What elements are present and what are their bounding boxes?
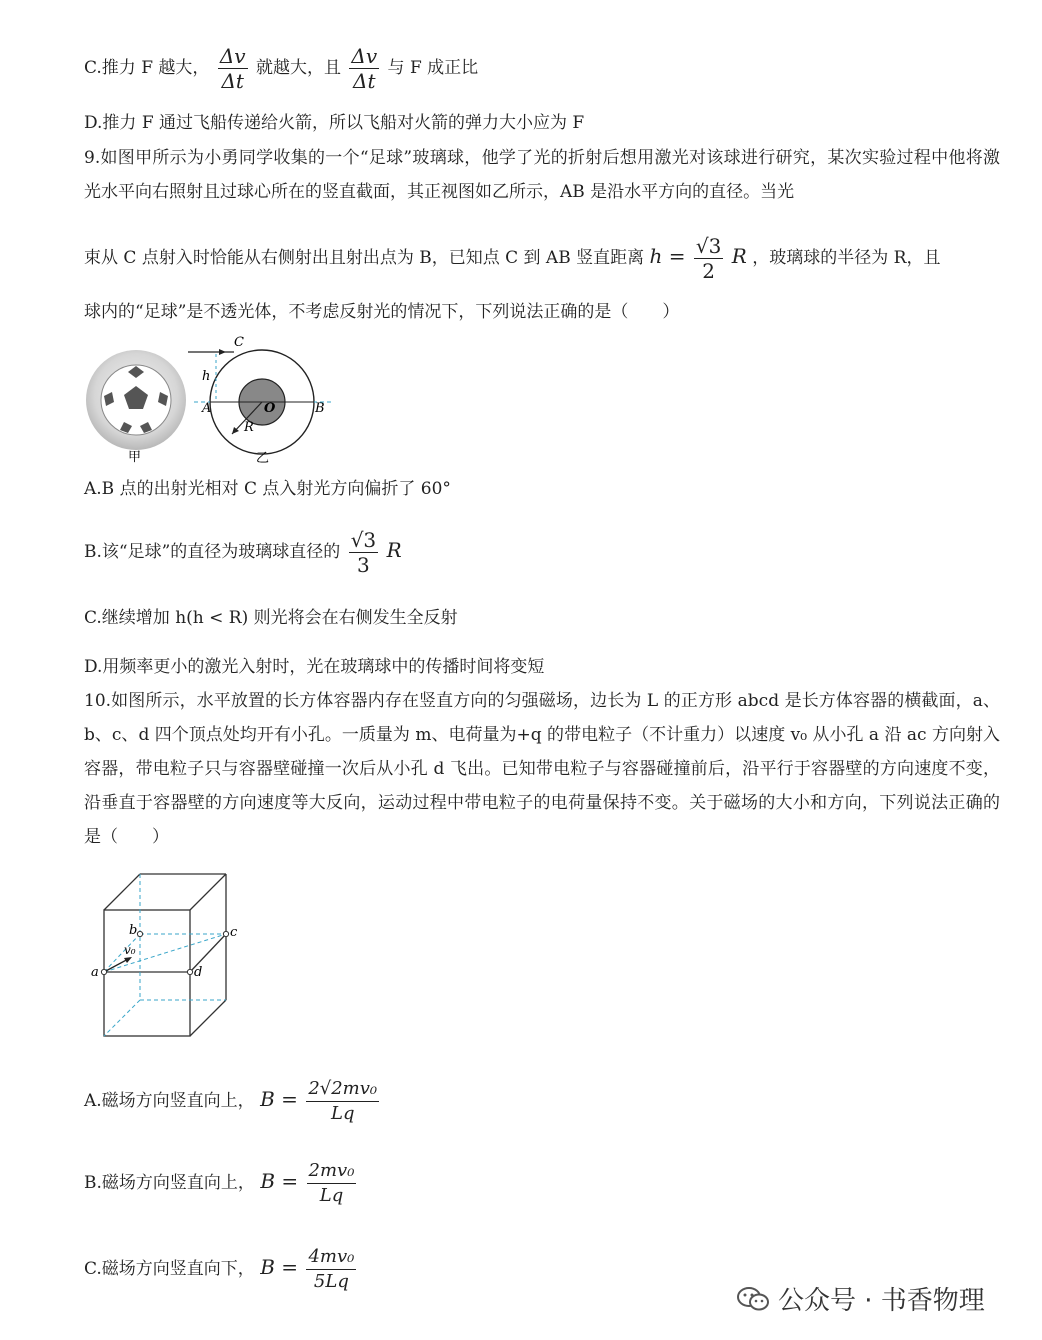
q9-figure (84, 334, 344, 466)
optb-tail: R (386, 538, 402, 562)
optb-fraction (349, 528, 378, 577)
fraction-dv-dt-2 (349, 44, 379, 93)
q9-stem2-a: 束从 C 点射入时恰能从右侧射出且射出点为 B，已知点 C 到 AB 竖直距离 (84, 248, 645, 268)
watermark (736, 1280, 985, 1317)
q9-option-d: D.用频率更小的激光入射时，光在玻璃球中的传播时间将变短 (84, 657, 545, 677)
q9-stem2-b: ，玻璃球的半径为 R，且 (752, 248, 941, 268)
opta-fraction (306, 1077, 379, 1126)
fraction-dv-dt (218, 44, 248, 93)
q10-option-b (84, 1152, 359, 1210)
label-b: B (315, 401, 325, 416)
q8-optc-suffix: 与 F 成正比 (387, 58, 479, 78)
b-lhs: B = (260, 1169, 299, 1193)
label-o: O (264, 401, 276, 416)
label-d: d (194, 965, 203, 980)
q8-optc-prefix: C.推力 F 越大， (84, 58, 210, 78)
frac-den: Lq (307, 1183, 357, 1208)
label-c: C (234, 335, 244, 350)
wechat-icon (736, 1285, 770, 1313)
label-a: A (202, 401, 212, 416)
q10-option-a (84, 1070, 382, 1128)
label-b: b (129, 923, 138, 938)
h-expr-lhs: h = (649, 244, 686, 268)
label-yi: 乙 (256, 451, 270, 466)
frac-den: 2 (694, 258, 723, 283)
box-hidden-edges (104, 874, 226, 1036)
frac-num: √3 (350, 528, 377, 552)
q10-option-c (84, 1238, 359, 1296)
q10-stem: 10.如图所示，水平放置的长方体容器内存在竖直方向的匀强磁场，边长为 L 的正方形 abcd 是长方体容器的横截面，a、b、c、d 四个顶点处均开有小孔。一质量为 m、电荷量为+q 的带电粒子（不计重力）以速度 v₀ 从小孔 a 沿 ac 方向射入容器，带电粒子只与容器壁碰撞一次后从小孔 d 飞出。已知带电粒子与容器碰撞前后，沿平行于容器壁的方向速度不变，沿垂直于容器壁的方向速度等大反向，运动过程中带电粒子的电荷量保持不变。关于磁场的大小和方向，下列说法正确的是（ ） (84, 691, 1000, 847)
q9-option-b (84, 522, 402, 578)
q9-stem-2 (84, 228, 940, 284)
frac-num: 2mv₀ (308, 1160, 355, 1181)
q9-option-c: C.继续增加 h(h < R) 则光将会在右侧发生全反射 (84, 608, 458, 628)
frac-num: Δv (219, 44, 246, 68)
box-solid-edges (104, 874, 226, 1036)
h-expr-tail: R (731, 244, 747, 268)
frac-den: Δt (218, 68, 248, 93)
frac-num: 2√2mv₀ (308, 1078, 378, 1099)
q9-stem-1: 9.如图甲所示为小勇同学收集的一个“足球”玻璃球，他学了光的折射后想用激光对该球进行研究，某次实验过程中他将激光水平向右照射且过球心所在的竖直截面，其正视图如乙所示，AB 是沿水平方向的直径。当光 (84, 148, 1000, 202)
frac-num: √3 (695, 234, 722, 258)
q8-option-c (84, 44, 479, 93)
label-c: c (230, 925, 238, 940)
glass-ball-image (86, 350, 186, 450)
q10-opta-prefix: A.磁场方向竖直向上， (84, 1091, 255, 1111)
label-a: a (91, 965, 99, 980)
label-h: h (202, 369, 211, 384)
frac-den: Lq (306, 1101, 379, 1126)
q10-optb-prefix: B.磁场方向竖直向上， (84, 1173, 255, 1193)
frac-num: 4mv₀ (308, 1246, 355, 1267)
q9-optb-prefix: B.该“足球”的直径为玻璃球直径的 (84, 542, 341, 562)
q8-option-d: D.推力 F 通过飞船传递给火箭，所以飞船对火箭的弹力大小应为 F (84, 113, 585, 133)
label-jia: 甲 (128, 450, 142, 465)
optc-fraction (306, 1245, 356, 1294)
label-r: R (244, 420, 254, 435)
q8-optc-mid: 就越大，且 (255, 58, 341, 78)
frac-den: Δt (349, 68, 379, 93)
q9-option-a: A.B 点的出射光相对 C 点入射光方向偏折了 60° (84, 479, 451, 499)
watermark-text: 公众号 · 书香物理 (778, 1286, 985, 1316)
label-v0: v₀ (124, 943, 136, 957)
optb-fraction (307, 1159, 357, 1208)
frac-den: 5Lq (306, 1269, 356, 1294)
h-fraction (694, 234, 723, 283)
frac-num: Δv (351, 44, 378, 68)
b-lhs: B = (260, 1255, 299, 1279)
b-lhs: B = (260, 1087, 298, 1111)
q10-figure (86, 866, 246, 1042)
frac-den: 3 (349, 552, 378, 577)
q10-optc-prefix: C.磁场方向竖直向下， (84, 1259, 255, 1279)
q9-stem-3: 球内的“足球”是不透光体，不考虑反射光的情况下，下列说法正确的是（ ） (84, 302, 680, 322)
